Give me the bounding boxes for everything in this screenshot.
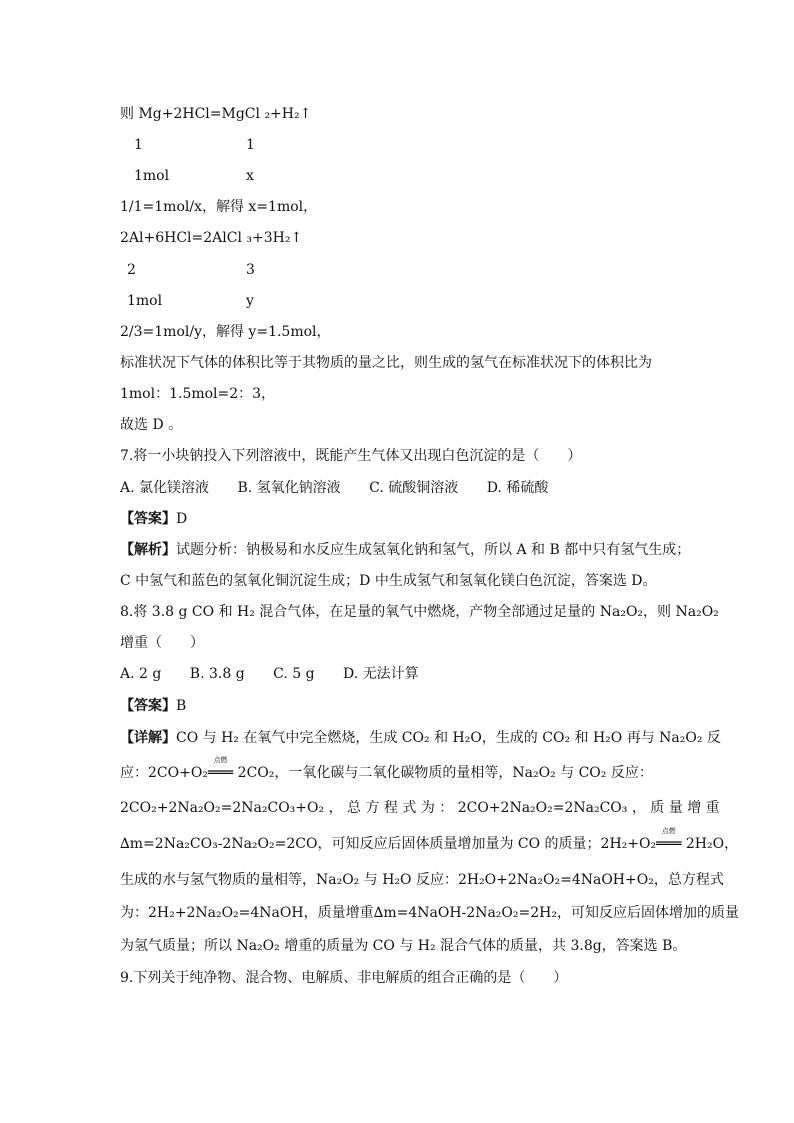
volume-ratio-text: 标准状况下气体的体积比等于其物质的量之比，则生成的氢气在标准状况下的体积比为 [120, 355, 652, 371]
al-amount-b: y [246, 293, 254, 309]
q8-detail-line-1 [120, 729, 721, 747]
q7-answer-tag: 【答案】 [120, 511, 176, 527]
q8-answer [120, 697, 186, 715]
q8-stem-line-2: 增重（ ） [120, 635, 204, 651]
q8-answer-value: B [176, 698, 187, 714]
q7-stem: 7.将一小块钠投入下列溶液中，既能产生气体又出现白色沉淀的是（ ） [120, 448, 582, 464]
q8-detail-line-2 [120, 756, 678, 782]
mg-solve-line: 1/1=1mol/x，解得 x=1mol， [120, 199, 318, 215]
q7-analysis-text-1: 试题分析：钠极易和水反应生成氢氧化钠和氢气，所以 A 和 B 都中只有氢气生成； [176, 542, 691, 558]
reaction-condition-text: 点燃 [213, 756, 228, 764]
q8-detail-line-6: 为：2H₂+2Na₂O₂=4NaOH，质量增重∆m=4NaOH-2Na₂O₂=2H₂，可知反应后固体增加的质量 [120, 905, 739, 921]
mg-coef-a: 1 [134, 137, 143, 153]
q7-option-a: A. 氯化镁溶液 [120, 480, 210, 496]
q8-detail-line-4 [120, 827, 739, 853]
q7-analysis-line-2: C 中氢气和蓝色的氢氧化铜沉淀生成；D 中生成氢气和氢氧化镁白色沉淀，答案选 D。 [120, 573, 657, 589]
q8-detail-text-2a: 应：2CO+O₂ [120, 765, 208, 781]
mg-amount-a: 1mol [134, 168, 170, 184]
q9-stem: 9.下列关于纯净物、混合物、电解质、非电解质的组合正确的是（ ） [120, 970, 568, 986]
q8-detail-tag: 【详解】 [120, 730, 176, 746]
q8-answer-tag: 【答案】 [120, 698, 176, 714]
q8-option-b: B. 3.8 g [189, 666, 245, 682]
q8-detail-text-4b: 2H₂O， [685, 836, 739, 852]
q8-detail-text-2b: 2CO₂，一氧化碳与二氧化碳物质的量相等，Na₂O₂ 与 CO₂ 反应： [237, 765, 653, 781]
q8-detail-line-3: 2CO₂+2Na₂O₂=2Na₂CO₃+O₂ ， 总 方 程 式 为 ： 2CO+2Na₂O₂=2Na₂CO₃ ， 质 量 增 重 [120, 800, 720, 816]
q8-option-d: D. 无法计算 [343, 666, 419, 682]
mg-coef-b: 1 [246, 137, 255, 153]
reaction-condition-text: 点燃 [661, 827, 676, 835]
reaction-condition-sign: 点燃 ═══ [207, 756, 234, 781]
volume-ratio-value: 1mol：1.5mol=2：3， [120, 386, 276, 402]
al-solve-line: 2/3=1mol/y，解得 y=1.5mol， [120, 324, 331, 340]
al-equation: 2Al+6HCl=2AlCl ₃+3H₂↑ [120, 230, 303, 246]
al-coef-b: 3 [246, 262, 255, 278]
q8-detail-text-1: CO 与 H₂ 在氧气中完全燃烧，生成 CO₂ 和 H₂O，生成的 CO₂ 和 H₂O 再与 Na₂O₂ 反 [176, 730, 721, 746]
q8-option-a: A. 2 g [120, 666, 162, 682]
q8-stem-line-1: 8.将 3.8 g CO 和 H₂ 混合气体，在足量的氧气中燃烧，产物全部通过足量的 Na₂O₂，则 Na₂O₂ [120, 604, 719, 620]
q7-answer-value: D [176, 511, 188, 527]
q7-options [120, 479, 572, 497]
q8-detail-line-5: 生成的水与氢气物质的量相等，Na₂O₂ 与 H₂O 反应：2H₂O+2Na₂O₂=4NaOH+O₂，总方程式 [120, 872, 724, 888]
al-coef-a: 2 [127, 262, 136, 278]
q7-option-c: C. 硫酸铜溶液 [369, 480, 459, 496]
q6-choice: 故选 D 。 [120, 417, 183, 433]
mg-equation: 则 Mg+2HCl=MgCl ₂+H₂↑ [120, 106, 312, 122]
q7-analysis-tag: 【解析】 [120, 542, 176, 558]
mg-amount-b: x [246, 168, 254, 184]
q7-option-b: B. 氢氧化钠溶液 [237, 480, 341, 496]
q7-analysis-line-1 [120, 541, 691, 559]
q7-option-d: D. 稀硫酸 [486, 480, 549, 496]
q8-detail-line-7: 为氢气质量；所以 Na₂O₂ 增重的质量为 CO 与 H₂ 混合气体的质量，共 3.8g，答案选 B。 [120, 938, 687, 954]
q8-options [120, 665, 443, 683]
al-amount-a: 1mol [127, 293, 163, 309]
q8-option-c: C. 5 g [273, 666, 315, 682]
q7-answer [120, 510, 187, 528]
q8-detail-text-4a: ∆m=2Na₂CO₃-2Na₂O₂=2CO，可知反应后固体质量增加量为 CO 的质量；2H₂+O₂ [120, 836, 657, 852]
reaction-condition-sign: 点燃 ═══ [656, 827, 682, 852]
